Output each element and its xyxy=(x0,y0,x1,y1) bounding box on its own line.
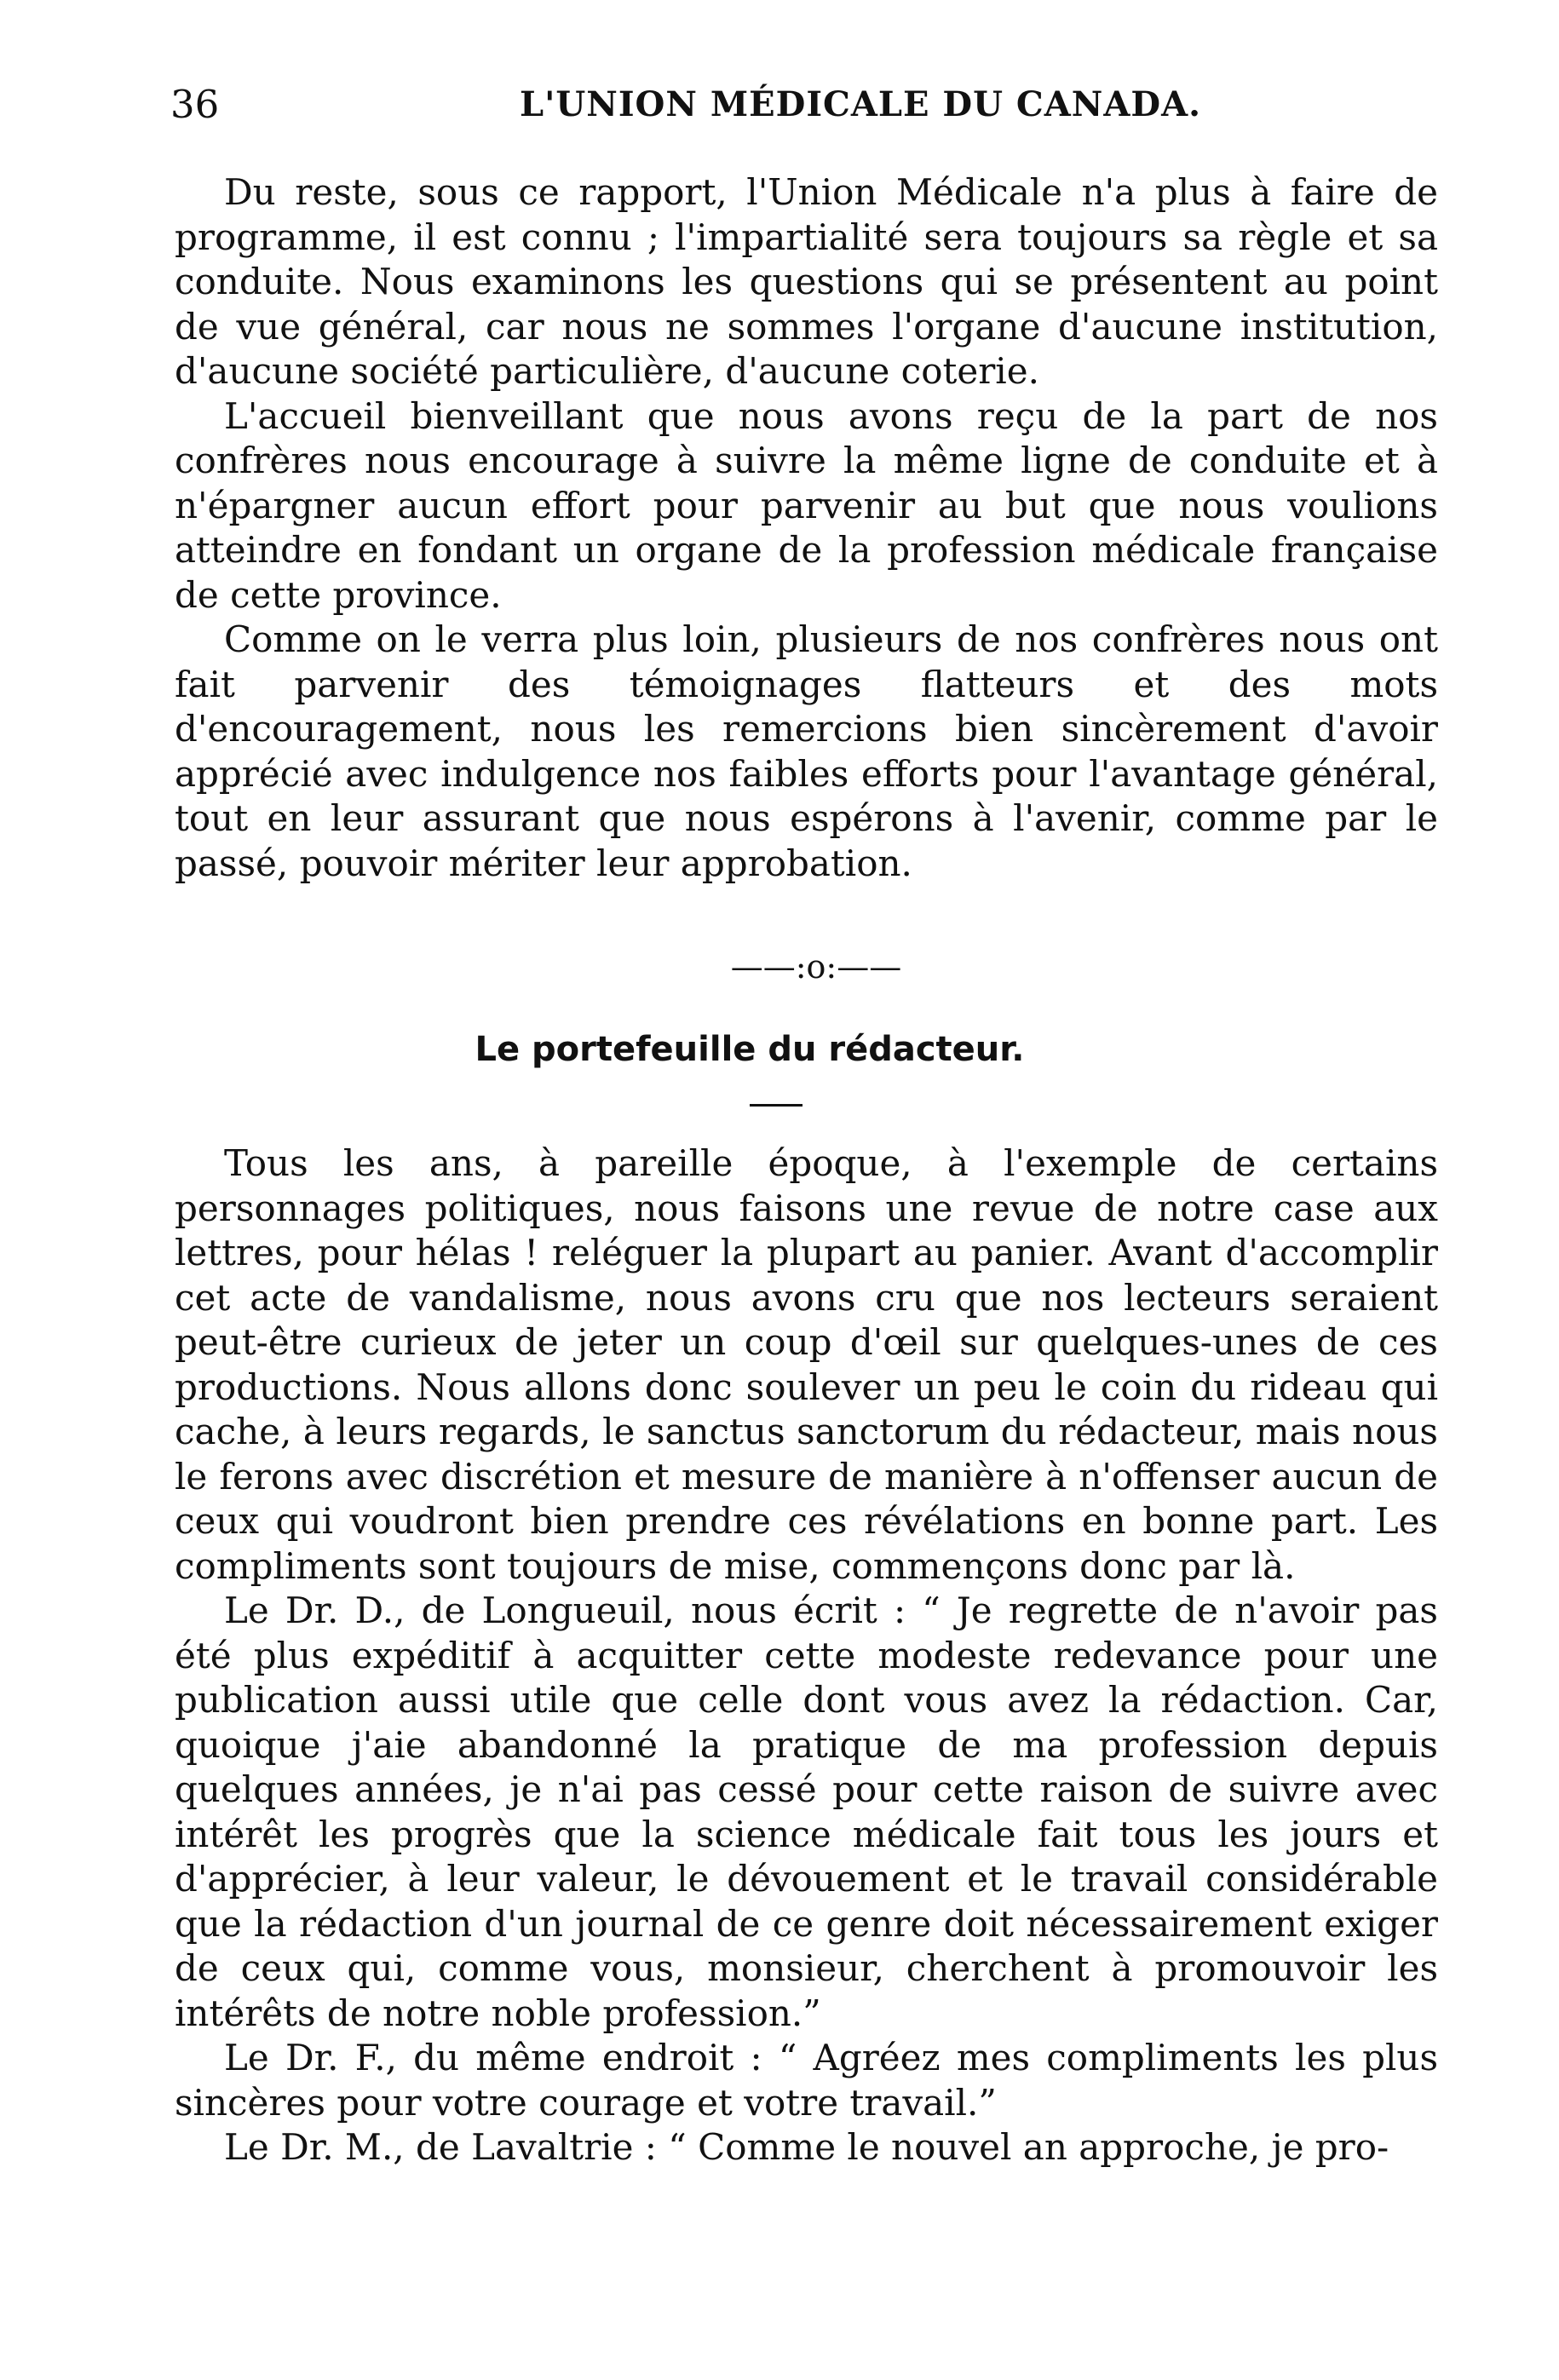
intro-paragraph-2: L'accueil bienveillant que nous avons reçu de la part de nos confrères nous encourage à suivre la même ligne de conduite et à n'épargner aucun effort pour parvenir au but que nous voulions atteindre en fondant un organe de la profession médicale française de cette province. xyxy=(175,394,1438,616)
intro-text xyxy=(175,170,1438,886)
page-number: 36 xyxy=(170,82,220,127)
section-text xyxy=(175,1141,1438,2170)
section-paragraph-2: Le Dr. D., de Longueuil, nous écrit : “ Je regrette de n'avoir pas été plus expéditif à acquitter cette modeste redevance pour une publication aussi utile que celle dont vous avez la rédaction. Car, quoique j'aie abandonné la pratique de ma profession depuis quelques années, je n'ai pas cessé pour cette raison de suivre avec intérêt les progrès que la science médicale fait tous les jours et d'apprécier, à leur valeur, le dévouement et le travail considérable que la rédaction d'un journal de ce genre doit nécessairement exiger de ceux qui, comme vous, monsieur, cherchent à promouvoir les intérêts de notre noble profession.” xyxy=(175,1590,1438,2034)
intro-paragraph-1: Du reste, sous ce rapport, l'Union Médicale n'a plus à faire de programme, il est connu ; l'impartialité sera toujours sa règle et sa conduite. Nous examinons les questions qui se présentent au point de vue général, car nous ne sommes l'organe d'aucune institution, d'aucune société particulière, d'aucune coterie. xyxy=(175,171,1438,392)
title-rule xyxy=(750,1104,803,1107)
section-paragraph-4: Le Dr. M., de Lavaltrie : “ Comme le nouvel an approche, je pro- xyxy=(224,2126,1389,2168)
running-head xyxy=(170,75,1440,135)
section-divider: ——:o:—— xyxy=(730,948,902,986)
intro-paragraph-3: Comme on le verra plus loin, plusieurs de nos confrères nous ont fait parvenir des témoignages flatteurs et des mots d'encouragement, nous les remercions bien sincèrement d'avoir apprécié avec indulgence nos faibles efforts pour l'avantage général, tout en leur assurant que nous espérons à l'avenir, comme par le passé, pouvoir mériter leur approbation. xyxy=(175,618,1438,884)
section-paragraph-1: Tous les ans, à pareille époque, à l'exemple de certains personnages politiques, nous faisons une revue de notre case aux lettres, pour hélas ! reléguer la plupart au panier. Avant d'accomplir cet acte de vandalisme, nous avons cru que nos lecteurs seraient peut-être curieux de jeter un coup d'œil sur quelques-unes de ces productions. Nous allons donc soulever un peu le coin du rideau qui cache, à leurs regards, le sanctus sanctorum du rédacteur, mais nous le ferons avec discrétion et mesure de manière à n'offenser aucun de ceux qui voudront bien prendre ces révélations en bonne part. Les compliments sont toujours de mise, commençons donc par là. xyxy=(175,1142,1438,1587)
section-title: Le portefeuille du rédacteur. xyxy=(475,1030,1025,1069)
journal-title: L'UNION MÉDICALE DU CANADA. xyxy=(520,84,1202,124)
section-paragraph-3: Le Dr. F., du même endroit : “ Agréez mes compliments les plus sincères pour votre courage et votre travail.” xyxy=(175,2037,1438,2124)
